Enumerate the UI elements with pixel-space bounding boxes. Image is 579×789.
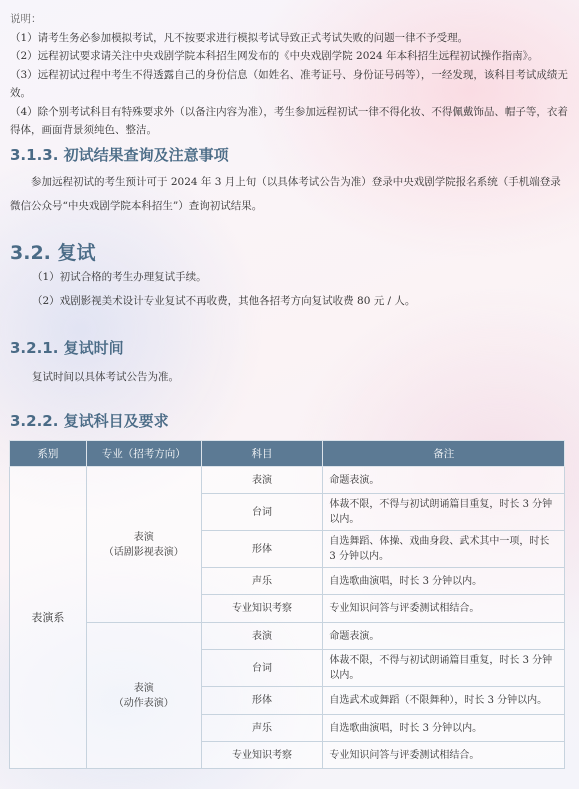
major-cell-action: [86, 623, 201, 769]
heading-3-2-1: 3.2.1. 复试时间: [10, 339, 124, 357]
note-cell: 自选歌曲演唱，时长 3 分钟以内。: [323, 715, 565, 742]
department-cell: 表演系: [10, 467, 87, 769]
subject-cell: 台词: [201, 650, 323, 687]
note-cell: 专业知识问答与评委测试相结合。: [323, 595, 565, 623]
major-name: 表演: [133, 531, 154, 543]
table-row: [10, 467, 565, 494]
note-cell: 命题表演。: [323, 467, 565, 494]
note-cell: 体裁不限，不得与初试朗诵篇目重复，时长 3 分钟以内。: [323, 494, 565, 531]
notes-title: 说明：: [10, 13, 42, 25]
table-row: [10, 623, 565, 650]
retest-item-2: （2）戏剧影视美术设计专业复试不再收费，其他各招考方向复试收费 80 元 / 人。: [32, 295, 416, 307]
subject-cell: 专业知识考察: [201, 595, 323, 623]
note-item-2: （2）远程初试要求请关注中央戏剧学院本科招生网发布的《中央戏剧学院 2024 年本科招生远程初试操作指南》。: [10, 50, 539, 62]
note-cell: 命题表演。: [323, 623, 565, 650]
subject-cell: 形体: [201, 687, 323, 715]
retest-item-1: （1）初试合格的考生办理复试手续。: [32, 271, 207, 283]
note-item-3: （3）远程初试过程中考生不得透露自己的身份信息（如姓名、准考证号、身份证号码等），一经发现，该科目考试成绩无效。: [10, 68, 568, 99]
note-cell: 专业知识问答与评委测试相结合。: [323, 742, 565, 769]
heading-3-1-3: 3.1.3. 初试结果查询及注意事项: [10, 146, 229, 164]
header-major: 专业（招考方向）: [86, 441, 201, 467]
subject-cell: 专业知识考察: [201, 742, 323, 769]
retest-subjects-table: [9, 440, 565, 769]
note-cell: 自选武术或舞蹈（不限舞种），时长 3 分钟以内。: [323, 687, 565, 715]
subject-cell: 表演: [201, 623, 323, 650]
header-note: 备注: [323, 441, 565, 467]
subject-cell: 形体: [201, 531, 323, 568]
note-cell: 体裁不限，不得与初试朗诵篇目重复，时长 3 分钟以内。: [323, 650, 565, 687]
header-subject: 科目: [201, 441, 323, 467]
heading-3-2-2: 3.2.2. 复试科目及要求: [10, 412, 169, 430]
paragraph-3-1-3: 参加远程初试的考生预计可于 2024 年 3 月上旬（以具体考试公告为准）登录中央戏剧学院报名系统（手机端登录微信公众号“中央戏剧学院本科招生”）查询初试结果。: [10, 176, 561, 212]
notes-block: [10, 10, 570, 140]
major-name: 表演: [133, 682, 154, 694]
major-direction: （话剧影视表演）: [103, 546, 184, 558]
subject-cell: 台词: [201, 494, 323, 531]
note-item-1: （1）请考生务必参加模拟考试，凡不按要求进行模拟考试导致正式考试失败的问题一律不予受理。: [10, 31, 469, 44]
table-header-row: [10, 441, 565, 467]
paragraph-3-2-1: 复试时间以具体考试公告为准。: [32, 371, 179, 383]
subject-cell: 声乐: [201, 715, 323, 742]
heading-3-2: 3.2. 复试: [10, 242, 96, 264]
header-department: 系别: [10, 441, 87, 467]
note-cell: 自选歌曲演唱，时长 3 分钟以内。: [323, 568, 565, 595]
subject-cell: 声乐: [201, 568, 323, 595]
major-direction: （动作表演）: [113, 697, 174, 709]
note-item-4: （4）除个别考试科目有特殊要求外（以备注内容为准），考生参加远程初试一律不得化妆、不得佩戴饰品、帽子等，衣着得体，画面背景须纯色、整洁。: [10, 105, 568, 136]
subject-cell: 表演: [201, 467, 323, 494]
major-cell-drama: [86, 467, 201, 623]
note-cell: 自选舞蹈、体操、戏曲身段、武术其中一项，时长 3 分钟以内。: [323, 531, 565, 568]
